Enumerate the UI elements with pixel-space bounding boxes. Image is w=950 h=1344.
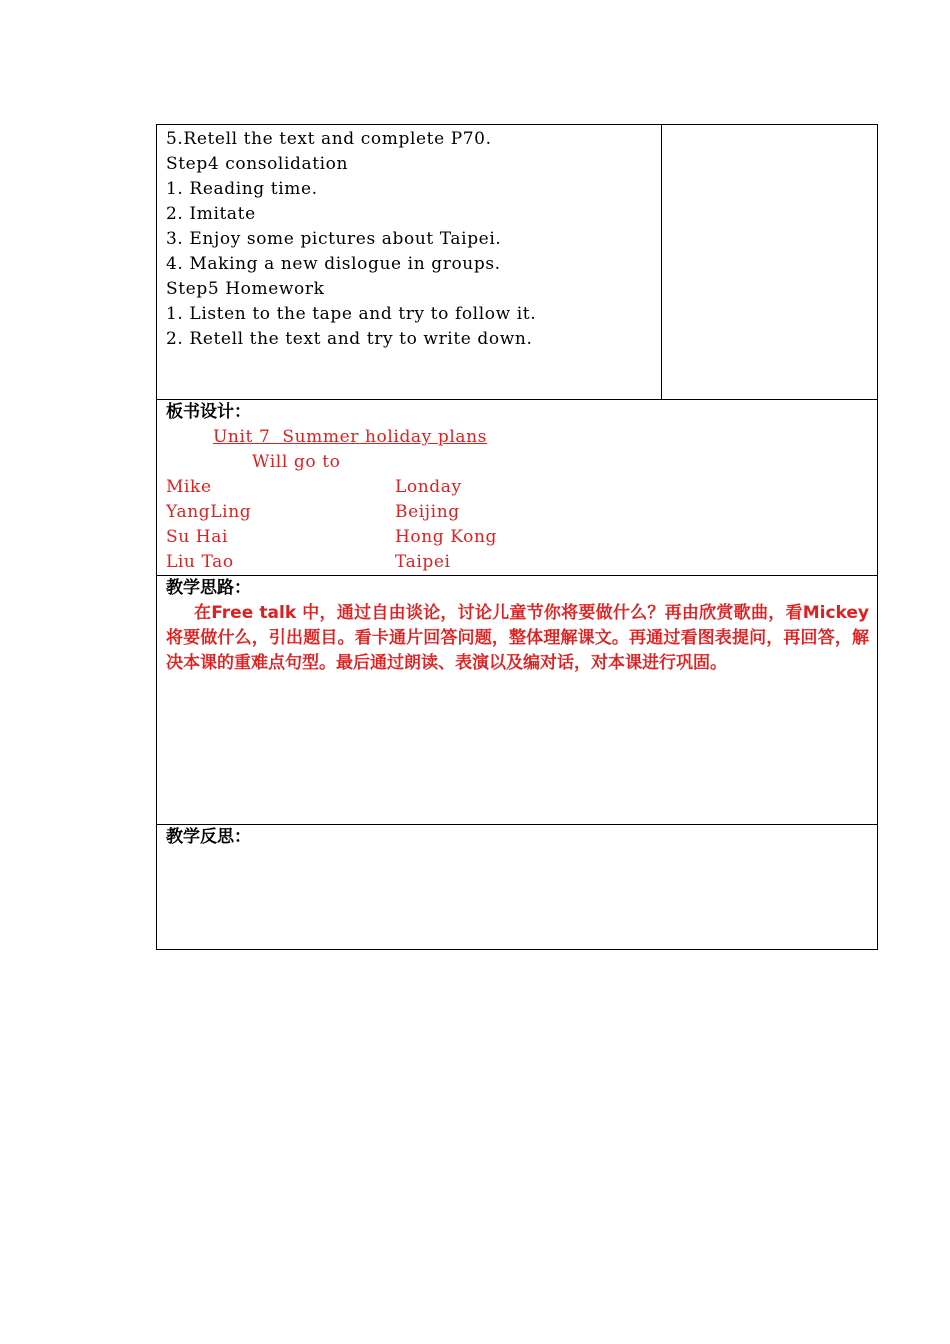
- procedure-line: 2. Imitate: [166, 204, 256, 224]
- board-name: Liu Tao: [166, 552, 234, 572]
- procedure-line: 2. Retell the text and try to write down.: [166, 329, 533, 349]
- procedure-line: 3. Enjoy some pictures about Taipei.: [166, 229, 502, 249]
- board-design-heading: 板书设计：: [166, 402, 251, 422]
- board-place: Hong Kong: [395, 527, 498, 547]
- board-place: Beijing: [395, 502, 460, 522]
- board-design-cell: [156, 399, 878, 576]
- procedure-line: 1. Reading time.: [166, 179, 318, 199]
- teaching-ideas-cell: [156, 575, 878, 825]
- unit-title: Unit 7 Summer holiday plans: [213, 427, 488, 447]
- procedure-line: 5.Retell the text and complete P70.: [166, 129, 492, 149]
- notes-cell: [661, 124, 878, 400]
- board-name: Su Hai: [166, 527, 228, 547]
- procedure-line: Step5 Homework: [166, 279, 325, 299]
- reflection-heading: 教学反思：: [166, 827, 251, 847]
- board-place: Londay: [395, 477, 462, 497]
- procedure-line: 1. Listen to the tape and try to follow it.: [166, 304, 537, 324]
- board-place: Taipei: [395, 552, 451, 572]
- reflection-cell: [156, 824, 878, 950]
- board-name: YangLing: [166, 502, 252, 522]
- board-name: Mike: [166, 477, 212, 497]
- will-go-to-label: Will go to: [252, 452, 341, 472]
- teaching-ideas-body: 在Free talk 中，通过自由谈论，讨论儿童节你将要做什么？再由欣赏歌曲，看Mickey将要做什么，引出题目。看卡通片回答问题，整体理解课文。再通过看图表提问，再回答，解决本课的重难点句型。最后通过朗读、表演以及编对话，对本课进行巩固。: [166, 603, 869, 673]
- teaching-ideas-heading: 教学思路：: [166, 578, 251, 598]
- procedure-line: 4. Making a new dislogue in groups.: [166, 254, 501, 274]
- procedure-cell: [156, 124, 662, 400]
- procedure-line: Step4 consolidation: [166, 154, 349, 174]
